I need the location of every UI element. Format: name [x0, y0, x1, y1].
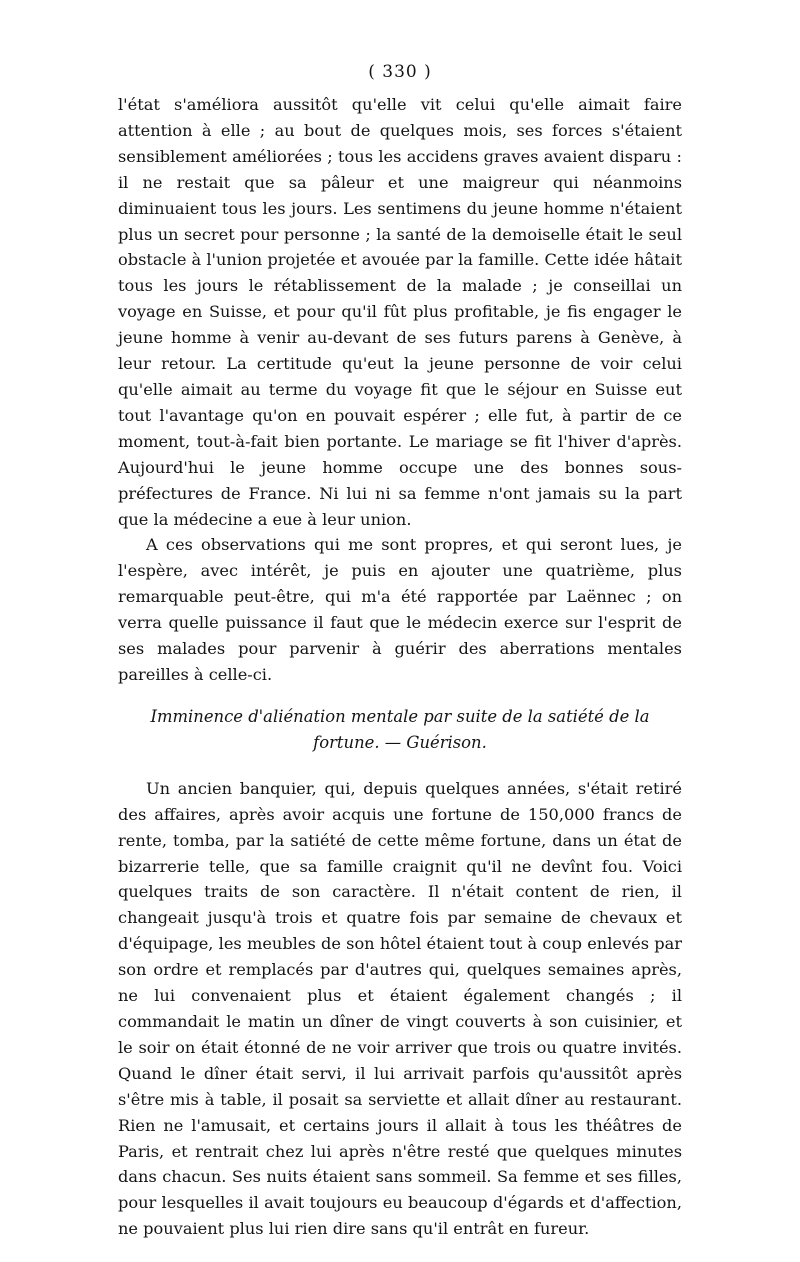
- page-number: ( 330 ): [368, 62, 432, 82]
- book-page: [118, 60, 682, 1242]
- paragraph-banker-case: Un ancien banquier, qui, depuis quelques années, s'était retiré des affaires, après avoir acquis une fortune de 150,000 francs de rente, tomba, par la satiété de cette même fortune, dans un état de bizarrerie telle, que sa famille craignit qu'il ne devînt fou. Voici quelques traits de son caractère. Il n'était content de rien, il changeait jusqu'à trois et quatre fois par semaine de chevaux et d'équipage, les meubles de son hôtel étaient tout à coup enlevés par son ordre et remplacés par d'autres qui, quelques semaines après, ne lui convenaient plus et étaient également changés ; il commandait le matin un dîner de vingt couverts à son cuisinier, et le soir on était étonné de ne voir arriver que trois ou quatre invités. Quand le dîner était servi, il lui arrivait parfois qu'aussitôt après s'être mis à table, il posait sa serviette et allait dîner au restaurant. Rien ne l'amusait, et certains jours il allait à tous les théâtres de Paris, et rentrait chez lui après n'être resté que quelques minutes dans chacun. Ses nuits étaient sans sommeil. Sa femme et ses filles, pour lesquelles il avait toujours eu beaucoup d'égards et d'affection, ne pouvaient plus lui rien dire sans qu'il entrât en fureur.: [118, 778, 682, 1239]
- body-text: [118, 92, 682, 1242]
- paragraph-observations: A ces observations qui me sont propres, et qui seront lues, je l'espère, avec intérêt, je puis en ajouter une quatrième, plus remarquable peut-être, qui m'a été rapportée par Laënnec ; on verra quelle puissance il faut que le médecin exerce sur l'esprit de ses malades pour parvenir à guérir des aberrations mentales pareilles à celle-ci.: [118, 535, 682, 684]
- section-heading: Imminence d'aliénation mentale par suite de la satiété de la fortune. — Guérison.: [150, 706, 650, 752]
- paragraph-continued: l'état s'améliora aussitôt qu'elle vit celui qu'elle aimait faire attention à elle ; au bout de quelques mois, ses forces s'étaient sensiblement améliorées ; tous les accidens graves avaient disparu : il ne restait que sa pâleur et une maigreur qui néanmoins diminuaient tous les jours. Les sentimens du jeune homme n'étaient plus un secret pour personne ; la santé de la demoiselle était le seul obstacle à l'union projetée et avouée par la famille. Cette idée hâtait tous les jours le rétablissement de la malade ; je conseillai un voyage en Suisse, et pour qu'il fût plus profitable, je fis engager le jeune homme à venir au-devant de ses futurs parens à Genève, à leur retour. La certitude qu'eut la jeune personne de voir celui qu'elle aimait au terme du voyage fit que le séjour en Suisse eut tout l'avantage qu'on en pouvait espérer ; elle fut, à partir de ce moment, tout-à-fait bien portante. Le mariage se fit l'hiver d'après. Aujourd'hui le jeune homme occupe une des bonnes sous-préfectures de France. Ni lui ni sa femme n'ont jamais su la part que la médecine a eue à leur union.: [118, 95, 682, 529]
